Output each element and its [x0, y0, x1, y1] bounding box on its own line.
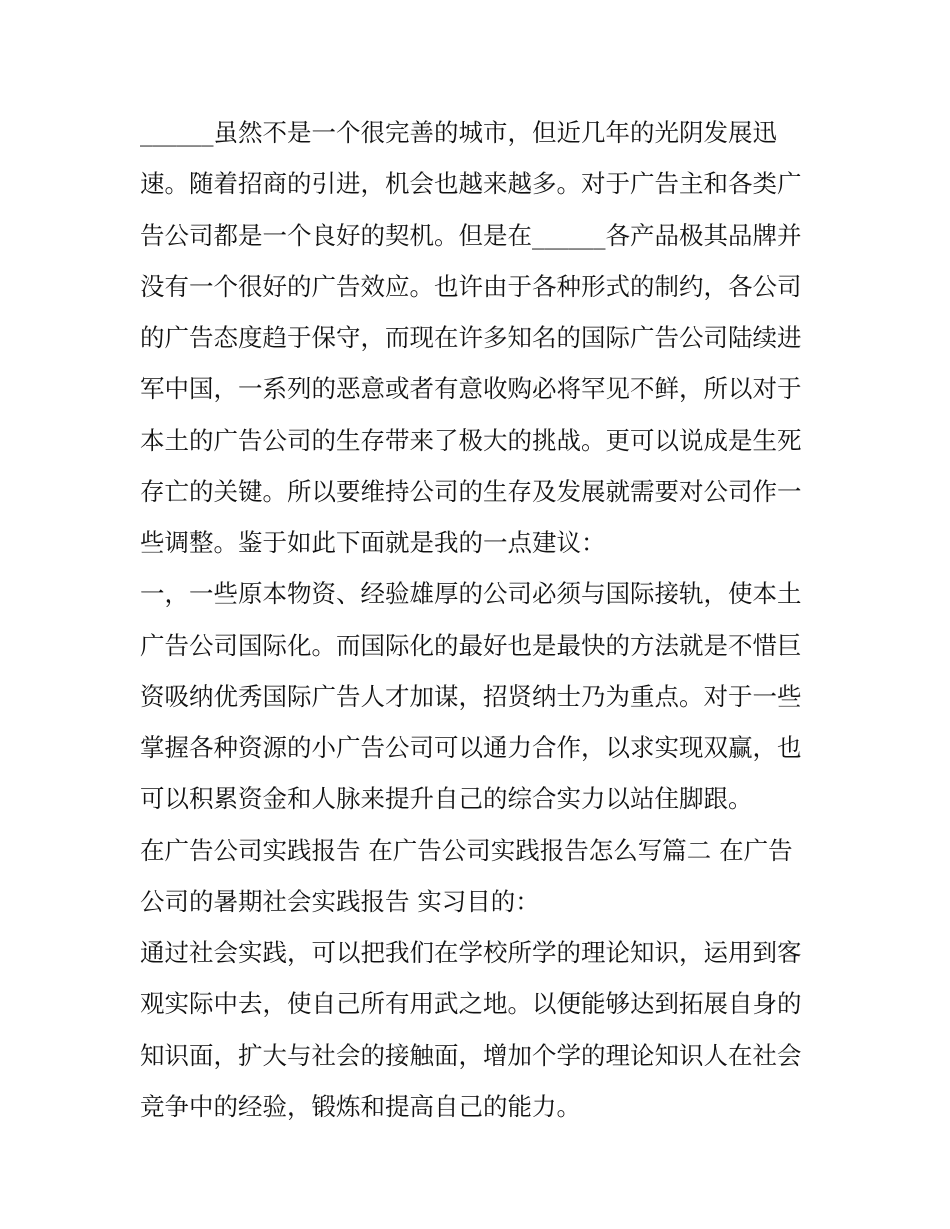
text-line: 军中国，一系列的恶意或者有意收购必将罕见不鲜，所以对于: [140, 374, 802, 404]
text-line: 本土的广告公司的生存带来了极大的挑战。更可以说成是生死: [140, 425, 802, 455]
text-line: 掌握各种资源的小广告公司可以通力合作，以求实现双赢，也: [140, 733, 802, 762]
text-line: 存亡的关键。所以要维持公司的生存及发展就需要对公司作一: [140, 476, 802, 506]
text-line: 竞争中的经验，锻炼和提高自己的能力。: [140, 1091, 581, 1121]
text-line: ______虽然不是一个很完善的城市，但近几年的光阴发展迅: [140, 118, 777, 147]
text-line: 告公司都是一个良好的契机。但是在______各产品极其品牌并: [140, 220, 802, 250]
text-line: 一，一些原本物资、经验雄厚的公司必须与国际接轨，使本土: [140, 579, 802, 609]
text-line: 资吸纳优秀国际广告人才加谋，招贤纳士乃为重点。对于一些: [140, 681, 802, 711]
text-line: 在广告公司实践报告 在广告公司实践报告怎么写篇二 在广告: [140, 835, 793, 865]
text-line: 的广告态度趋于保守，而现在许多知名的国际广告公司陆续进: [140, 323, 802, 352]
text-line: 可以积累资金和人脉来提升自己的综合实力以站住脚跟。: [140, 784, 753, 814]
text-line: 些调整。鉴于如此下面就是我的一点建议：: [140, 528, 606, 557]
text-line: 知识面，扩大与社会的接触面，增加个学的理论知识人在社会: [140, 1040, 802, 1070]
text-line: 观实际中去，使自己所有用武之地。以便能够达到拓展自身的: [140, 989, 802, 1019]
text-line: 通过社会实践，可以把我们在学校所学的理论知识，运用到客: [140, 938, 802, 967]
text-line: 广告公司国际化。而国际化的最好也是最快的方法就是不惜巨: [140, 630, 802, 660]
text-line: 速。随着招商的引进，机会也越来越多。对于广告主和各类广: [140, 169, 802, 199]
document-body: [140, 107, 810, 1132]
text-line: 没有一个很好的广告效应。也许由于各种形式的制约，各公司: [140, 271, 802, 301]
text-line: 公司的暑期社会实践报告 实习目的：: [140, 886, 540, 916]
